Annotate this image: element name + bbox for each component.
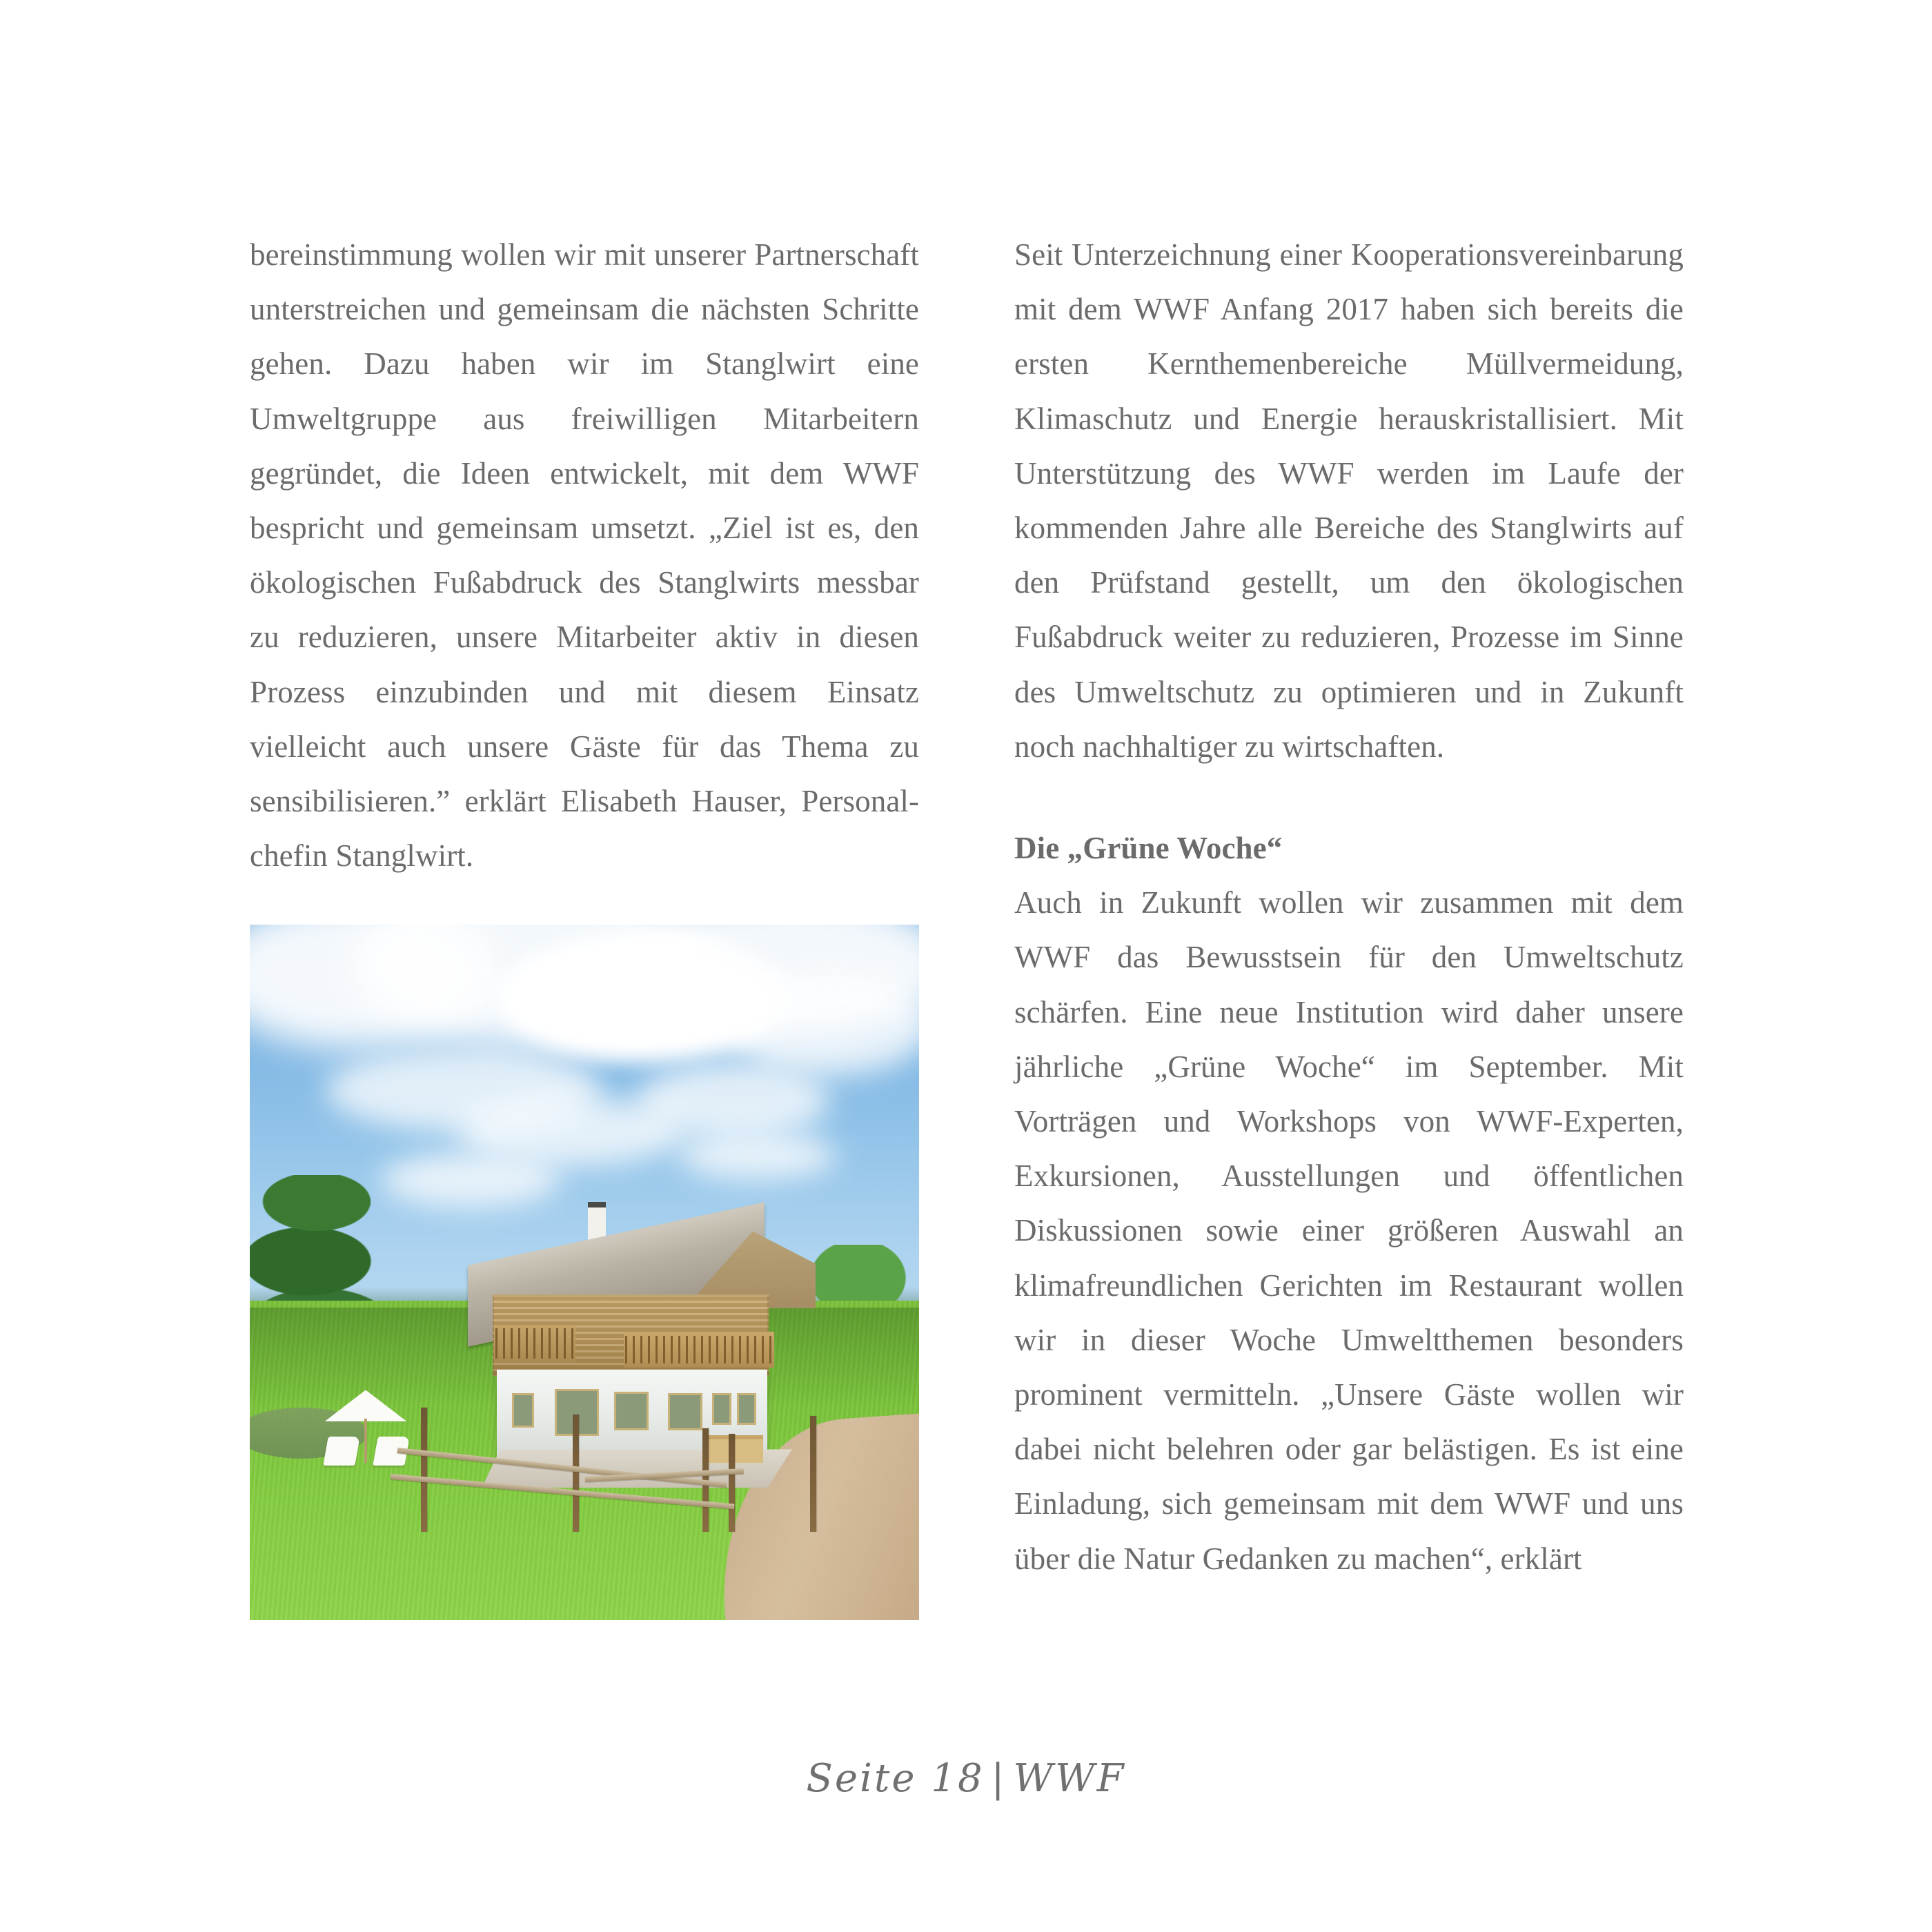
right-column xyxy=(1014,228,1684,1586)
left-column xyxy=(250,228,919,1620)
left-column-paragraph-1: bereinstimmung wollen wir mit unserer Partnerschaft unterstreichen und gemeinsam die nächsten Schritte gehen. Dazu haben wir im Stanglwirt eine Umweltgruppe aus freiwilligen Mitarbeitern gegründet, die Ideen entwickelt, mit dem WWF bespricht und gemeinsam umsetzt. „Ziel ist es, den ökologischen Fußabdruck des Stanglwirts messbar zu reduzieren, unsere Mitarbeiter aktiv in diesen Prozess einzubinden und mit diesem Einsatz vielleicht auch unsere Gäste für das Thema zu sensibilisieren.” erklärt Elisabeth Hauser, Personalchefin Stanglwirt. xyxy=(250,237,919,874)
two-column-layout xyxy=(250,228,1682,1620)
parasol-pole xyxy=(364,1419,367,1463)
right-column-paragraph-2: Auch in Zukunft wollen wir zusammen mit dem WWF das Bewusstsein für den Umweltschutz schärfen. Eine neue Institution wird daher unsere jährliche „Grüne Woche“ im September. Mit Vorträgen und Workshops von WWF-Experten, Exkursionen, Ausstellungen und öffentlichen Diskussionen sowie einer größeren Auswahl an klimafreundlichen Gerichten im Restaurant wollen wir in dieser Woche Umweltthemen besonders prominent vermitteln. „Unsere Gäste wollen wir dabei nicht belehren oder gar belästigen. Es ist eine Einladung, sich gemeinsam mit dem WWF und uns über die Natur Gedanken zu machen“, erklärt xyxy=(1014,885,1684,1576)
section-subheading: Die „Grüne Woche“ xyxy=(1014,831,1283,866)
fence-post xyxy=(573,1414,579,1532)
cloud-shape xyxy=(636,1063,829,1138)
lounge-chair xyxy=(323,1437,359,1466)
fence-post xyxy=(810,1416,816,1532)
footer-separator: | xyxy=(991,1756,1007,1801)
fence-post xyxy=(421,1408,427,1532)
chalet-photograph xyxy=(250,925,919,1620)
right-column-paragraph-1: Seit Unterzeichnung einer Kooperationsvereinbarung mit dem WWF Anfang 2017 haben sich bereits die ersten Kernthemenbereiche Müllvermeidung, Klimaschutz und Energie herauskristallisiert. Mit Unterstützung des WWF werden im Laufe der kommenden Jahre alle Bereiche des Stanglwirts auf den Prüfstand gestellt, um den ökologischen Fußabdruck weiter zu reduzieren, Prozesse im Sinne des Umweltschutz zu optimieren und in Zukunft noch nachhaltiger zu wirtschaften. xyxy=(1014,237,1684,764)
wooden-fence xyxy=(378,1394,827,1532)
photo-canvas xyxy=(250,925,919,1620)
balcony-left xyxy=(494,1325,575,1362)
fence-post xyxy=(729,1434,735,1532)
footer-page-label: Seite 18 xyxy=(806,1756,985,1801)
cloud-shape xyxy=(678,1132,836,1180)
footer-section-label: WWF xyxy=(1013,1756,1126,1801)
balcony-right xyxy=(624,1332,774,1368)
cloud-shape xyxy=(381,1152,560,1208)
page-footer xyxy=(0,1756,1932,1801)
